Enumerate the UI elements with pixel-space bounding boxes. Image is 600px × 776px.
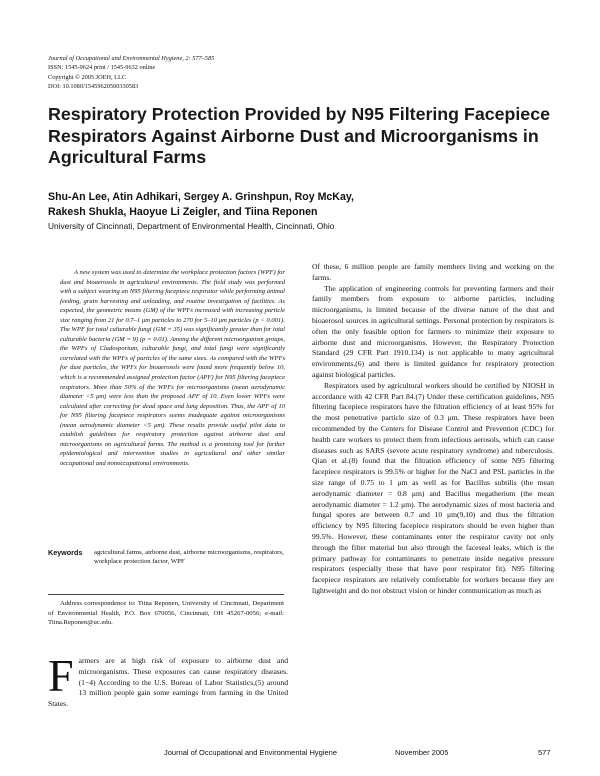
body-paragraph-2: The application of engineering controls for preventing farmers and their family members from exposure to airborne particles, including microorganisms, is limited because of the diverse nature of the dust and bioaerosol sources in agricultural settings. Personal protection by respirators is often the only feasible option for farmers to minimize their exposure to airborne dust and microorganisms. However, the Respiratory Protection Standard (29 CFR Part 1910.134) is not applicable to many agricultural environments,(6) and there is limited guidance for respiratory protection against biological particles. (312, 283, 554, 379)
introduction-text: armers are at high risk of exposure to airborne dust and microorganisms. These exposures can cause respiratory diseases.(1−4) According to the U.S. Bureau of Labor Statistics,(5) around 13 million people gain some earnings from farming in the United States. (48, 656, 288, 709)
article-metadata (48, 54, 214, 91)
correspondence-note: Address correspondence to: Tiina Reponen, University of Cincinnati, Department of Environmental Health, P.O. Box 670056, Cincinnati, OH 45267-0056; e-mail: Tiina.Reponen@uc.edu. (48, 594, 284, 628)
copyright: Copyright © 2005 JOEH, LLC (48, 73, 127, 81)
abstract: A new system was used to determine the workplace protection factors (WPF) for dust and bioaerosols in agricultural environments. The field study was performed with a subject wearing an N95 filtering facepiece respirator while performing animal feeding, grain harvesting and unloading, and routine investigation of facilities. As expected, the geometric means (GM) of the WPFs increased with increasing particle size ranging from 21 for 0.7–1 μm particles to 270 for 5–10 μm particles (p < 0.001). The WPF for total culturable fungi (GM = 35) was significantly greater than for total culturable bacteria (GM = 9) (p = 0.01). Among the different microorganism groups, the WPFs of Cladosporium, culturable fungi, and total fungi were significantly correlated with the WPFs of particles of the same sizes. As compared with the WPFs for dust particles, the WPFs for bioaerosols were found more frequently below 10, which is a recommended assigned protection factor (APF) for N95 filtering facepiece respirators. More than 50% of the WPFs for microorganisms (mean aerodynamic diameter <5 μm) were less than the proposed APF of 10. Even lower WPFs were calculated after correcting for dead space and lung deposition. Thus, the APF of 10 for N95 filtering facepiece respirators seems inadequate against microorganisms (mean aerodynamic diameter <5 μm). These results provide useful pilot data to establish guidelines for respiratory protection against airborne dust and microorganisms on agricultural farms. The method is a promising tool for further epidemiological and intervention studies in agricultural and other similar occupational and nonoccupational environments. (60, 269, 285, 467)
affiliation: University of Cincinnati, Department of Environmental Health, Cincinnati, Ohio (48, 221, 335, 231)
body-paragraph-1: Of these, 6 million people are family members living and working on the farms. (312, 262, 554, 282)
author-line-2: Rakesh Shukla, Haoyue Li Zeigler, and Tiina Reponen (48, 206, 318, 218)
footer-date: November 2005 (395, 748, 449, 757)
journal-citation: Journal of Occupational and Environmental Hygiene, 2: 577–585 (48, 55, 215, 62)
right-column-body (312, 262, 554, 597)
keywords-text: agricultural farms, airborne dust, airborne microorganisms, respirators, workplace protection factor, WPF (94, 549, 284, 566)
article-title: Respiratory Protection Provided by N95 Filtering Facepiece Respirators Against Airborne Dust and Microorganisms in Agricultural Farms (48, 104, 550, 167)
introduction-paragraph (48, 650, 288, 710)
keywords-label: Keywords (48, 548, 83, 557)
page-number: 577 (538, 748, 551, 757)
author-line-1: Shu-An Lee, Atin Adhikari, Sergey A. Grinshpun, Roy McKay, (48, 191, 354, 203)
author-list (48, 190, 558, 220)
body-paragraph-3: Respirators used by agricultural workers should be certified by NIOSH in accordance with 42 CFR Part 84.(7) Under these certification guidelines, N95 filtering facepiece respirators have the filtration efficiency of at least 95% for the most penetrative particle size of 0.3 μm. These respirators have been recommended by the Centers for Disease Control and Prevention (CDC) for health care workers to protect them from infectious aerosols, which can cause diseases such as SARS (severe acute respiratory syndrome) and tuberculosis. Qian et al.(8) found that the filtration efficiency of some N95 filtering facepiece respirators is 99.5% or higher for the NaCl and PSL particles in the size range of 0.75 to 1 μm as well as for Bacillus subtilis (the mean aerodynamic diameter = 0.8 μm) and Bacillus megatherium (the mean aerodynamic diameter = 1.2 μm). The aerodynamic sizes of most bacteria and fungal spores are between 0.7 and 10 μm(9,10) and thus the filtration efficiency by N95 filtering facepiece respirators should be even higher than 99.5%. However, these contaminants enter the respirator cavity not only through the filter material but also through the faceseal leaks, which is the primary pathway for contaminants to penetrate inside negative pressure respirators (especially those that have poor respirator fit). N95 filtering facepiece respirators are relatively comfortable for workers because they are lightweight and do not obstruct vision or hinder communication as much as (312, 380, 554, 595)
issn: ISSN: 1545-9624 print / 1545-9632 online (48, 64, 156, 72)
doi: DOI: 10.1080/15459620500330583 (48, 82, 139, 90)
page-footer (0, 748, 600, 760)
drop-cap: F (48, 650, 74, 701)
footer-journal-name: Journal of Occupational and Environmental Hygiene (164, 748, 338, 757)
keywords-section (48, 548, 288, 567)
